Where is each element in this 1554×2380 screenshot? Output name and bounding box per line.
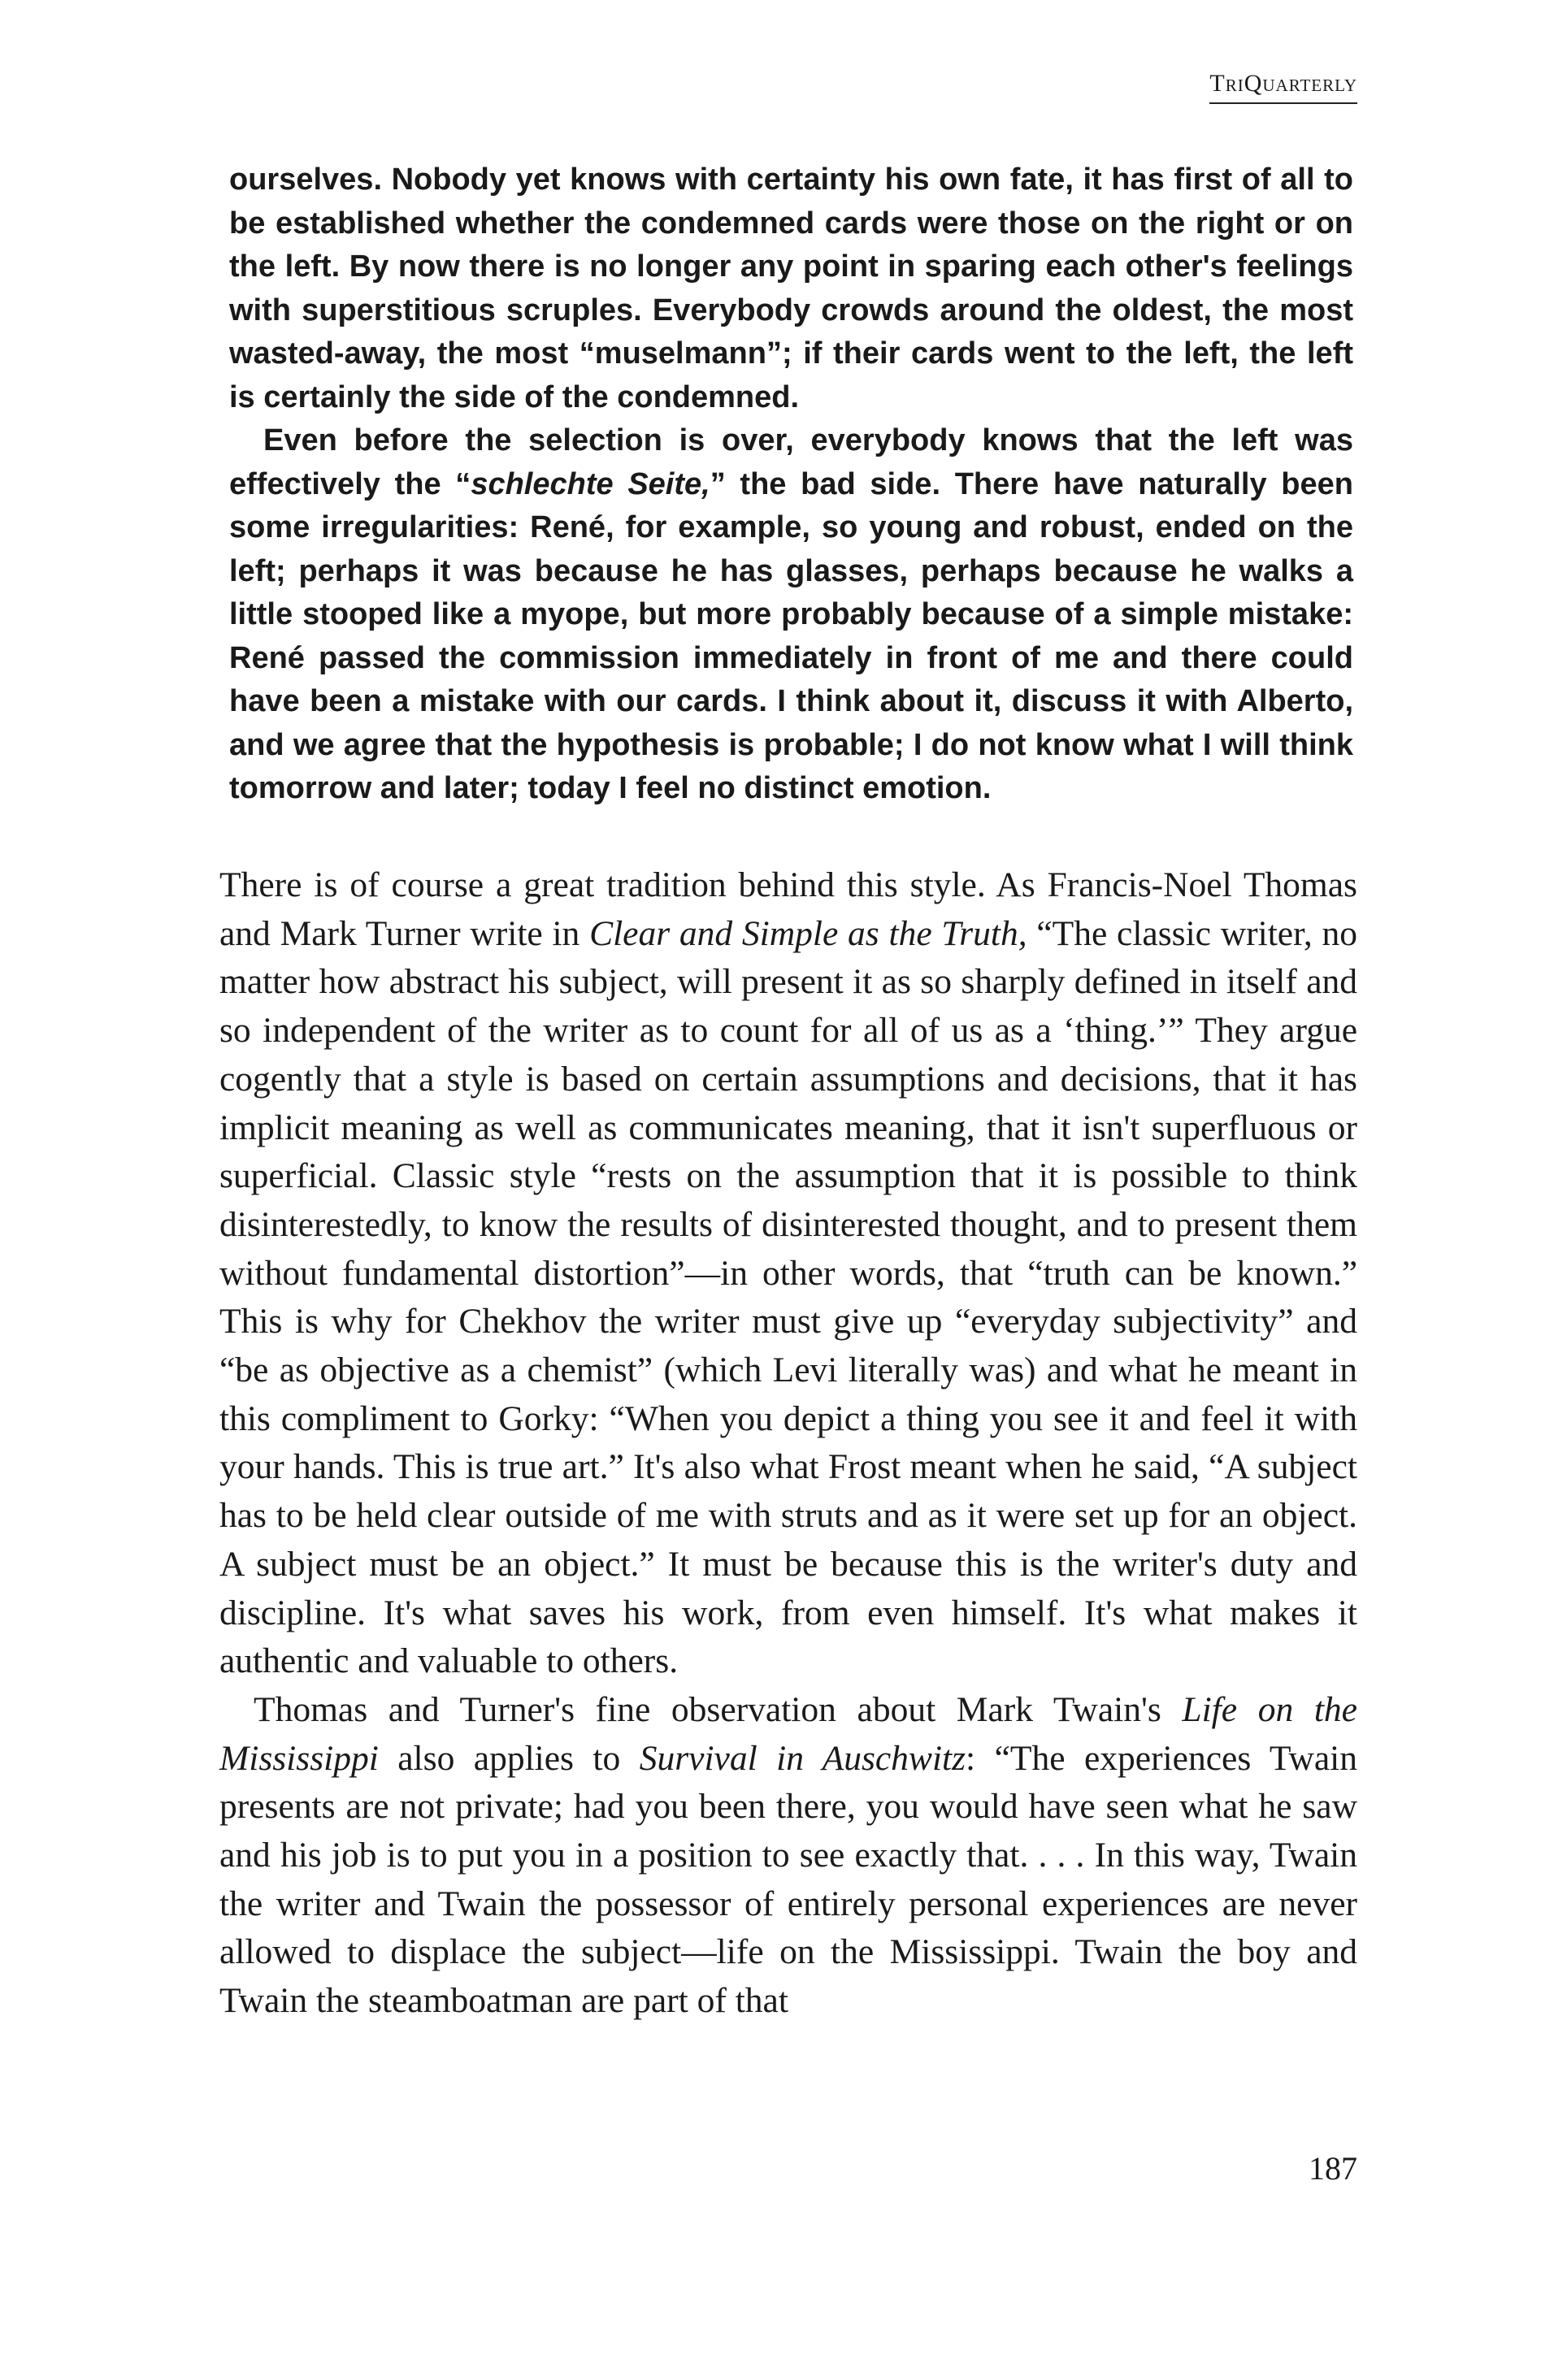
quote-paragraph-2 (229, 419, 1353, 811)
book-title: Life on the Mississippi (219, 1689, 1357, 1778)
body-text-run: “The classic writer, no matter how abstract his subject, will present it as so sharply defined in itself and so independent of the writer as to count for all of us as a ‘thing.’” They argue cogently that a style is based on certain assumptions and decisions, that it has implicit meaning as well as communicates meaning, that it isn't superfluous or superficial. Classic style “rests on the assumption that it is possible to think disinterestedly, to know the results of disinterested thought, and to present them without fundamental distortion”—in other words, that “truth can be known.” This is why for Chekhov the writer must give up “everyday subjectivity” and “be as objective as a chemist” (which Levi literally was) and what he meant in this compliment to Gorky: “When you depict a thing you see it and feel it with your hands. This is true art.” It's also what Frost meant when he said, “A subject has to be held clear outside of me with struts and as it were set up for an object. A subject must be an object.” It must be because this is the writer's duty and discipline. It's what saves his work, from even himself. It's what makes it authentic and valuable to others. (219, 913, 1357, 1681)
body-paragraph-2 (219, 1686, 1357, 2026)
body-text (219, 861, 1357, 2026)
foreign-phrase: schlechte Seite, (471, 466, 710, 501)
body-text-run: Thomas and Turner's fine observation about Mark Twain's (254, 1689, 1183, 1729)
quote-text: Even before the selection is over, everybody knows that the left was effectively the “ (229, 423, 1353, 501)
body-text-run: also applies to (378, 1738, 640, 1778)
block-quote (229, 158, 1353, 811)
book-title: Clear and Simple as the Truth, (589, 913, 1027, 953)
quote-text: ” the bad side. There have naturally been some irregularities: René, for example, so young and robust, ended on the left; perhaps it was because he has glasses, perhaps because he walks a little stooped like a myope, but more probably because of a simple mistake: René passed the commission immediately in front of me and there could have been a mistake with our cards. I think about it, discuss it with Alberto, and we agree that the hypothesis is probable; I do not know what I will think tomorrow and later; today I feel no distinct emotion. (229, 466, 1354, 805)
running-head: TriQuarterly (1209, 70, 1357, 104)
quote-paragraph-1: ourselves. Nobody yet knows with certainty his own fate, it has first of all to be established whether the condemned cards were those on the right or on the left. By now there is no longer any point in sparing each other's feelings with superstitious scruples. Everybody crowds around the oldest, the most wasted-away, the most “muselmann”; if their cards went to the left, the left is certainly the side of the condemned. (229, 163, 1353, 414)
body-text-run: : “The experiences Twain presents are not private; had you been there, you would have seen what he saw and his job is to put you in a position to see exactly that. . . . In this way, Twain the writer and Twain the possessor of entirely personal experiences are never allowed to displace the subject—life on the Mississippi. Twain the boy and Twain the steamboatman are part of that (219, 1738, 1357, 2021)
book-title: Survival in Auschwitz (639, 1738, 966, 1778)
page-number: 187 (1309, 2150, 1357, 2187)
body-paragraph-1 (219, 861, 1357, 1686)
page (219, 0, 1357, 2380)
body-text-run: There is of course a great tradition behind this style. As Francis-Noel Thomas and Mark Turner write in (219, 865, 1357, 953)
